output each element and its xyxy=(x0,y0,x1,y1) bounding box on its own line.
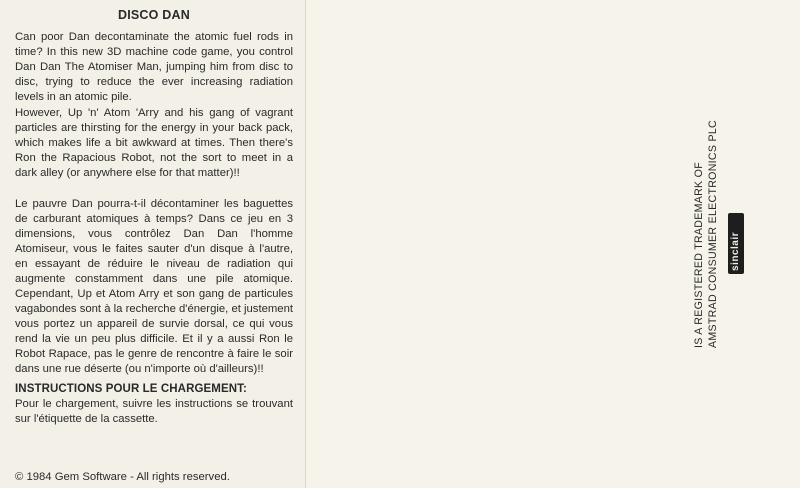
copyright-notice: © 1984 Gem Software - All rights reserved. xyxy=(15,471,230,483)
left-panel xyxy=(0,0,305,488)
document-title: DISCO DAN xyxy=(118,8,190,22)
instructions-heading: INSTRUCTIONS POUR LE CHARGEMENT: xyxy=(15,383,247,395)
english-paragraph-2: However, Up 'n' Atom 'Arry and his gang of vagrant particles are thirsting for the energy in your back pack, which makes life a bit awkward at times. Then there's Ron the Rapacious Robot, not the sort to meet in a dark alley (or anywhere else for that matter)!! xyxy=(15,107,293,179)
instructions-text: Pour le chargement, suivre les instructions se trouvant sur l'étiquette de la cassette. xyxy=(15,398,293,425)
sinclair-logo-text: sinclair xyxy=(730,231,741,271)
french-paragraph: Le pauvre Dan pourra-t-il décontaminer les baguettes de carburant atomiques à temps? Dans ce jeu en 3 dimensions, vous contrôlez Dan Dan l'homme Atomiseur, vous le faites sauter d'un disque à l'autre, en essayant de réduire le niveau de radiation qui augmente constamment dans une pile atomique. Cependant, Up et Atom Arry et son gang de particules vagabondes sont à la recherche d'énergie, et justement vous portez un appareil de survie dorsal, ce qui vous rend la vie un peu plus difficile. Et il y a aussi Ron le Robot Rapace, pas le genre de rencontre à faire le soir dans une rue déserte (ou n'importe où d'ailleurs)!! xyxy=(15,198,293,375)
right-panel xyxy=(306,0,800,488)
trademark-notice xyxy=(692,108,720,348)
trademark-line-2: AMSTRAD CONSUMER ELECTRONICS PLC xyxy=(707,120,719,348)
trademark-line-1: IS A REGISTERED TRADEMARK OF xyxy=(693,162,705,348)
english-paragraph-1: Can poor Dan decontaminate the atomic fuel rods in time? In this new 3D machine code game, you control Dan Dan The Atomiser Man, jumping him from disc to disc, trying to reduce the ever increasing radiation levels in an atomic pile. xyxy=(15,31,293,103)
